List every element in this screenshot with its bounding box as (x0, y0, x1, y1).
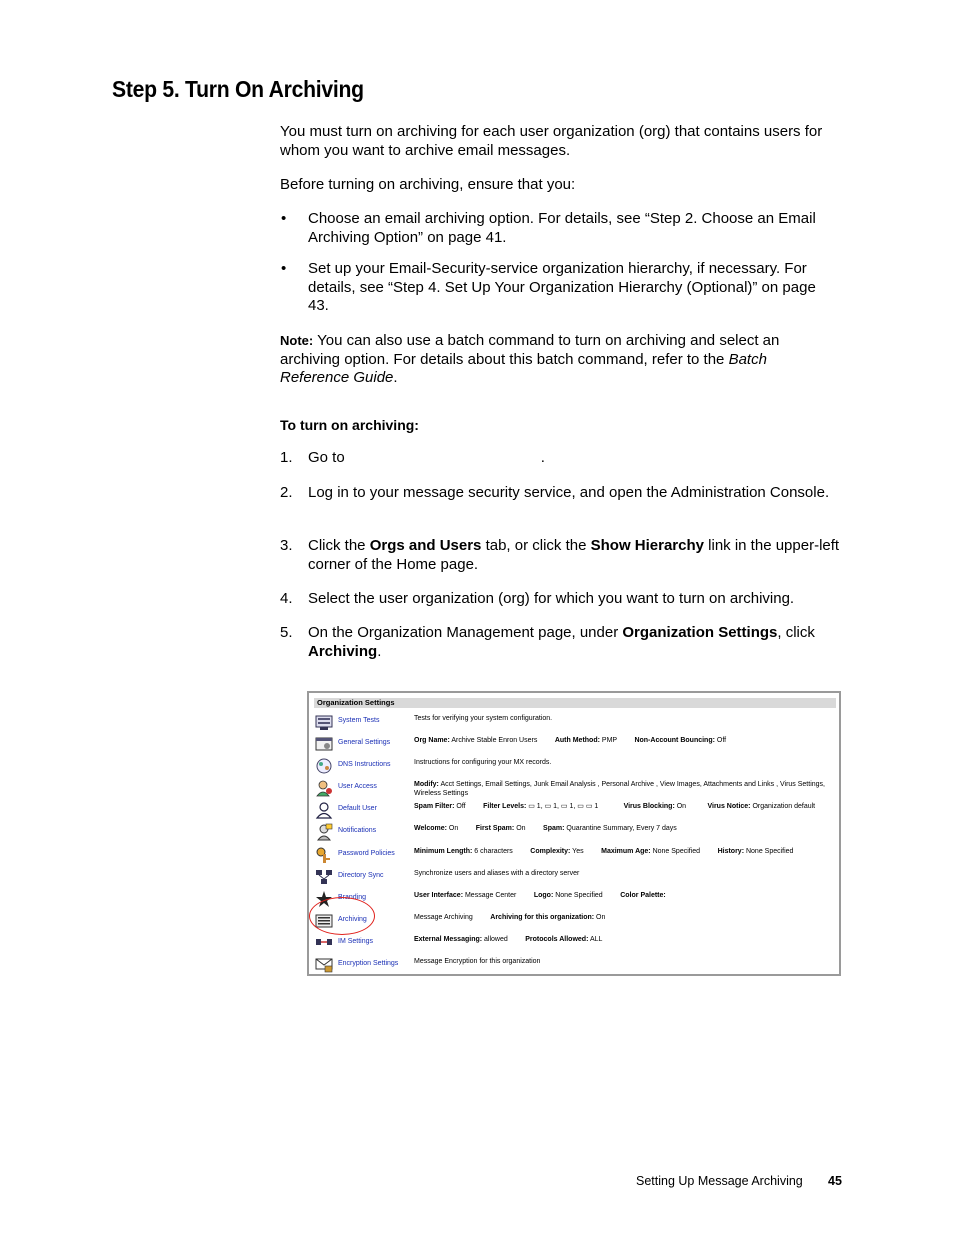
step-part: Select the user organization (org) for which you want to turn on archiving. (308, 590, 795, 607)
step-part: Archiving (308, 642, 378, 660)
encryption-settings-icon (315, 956, 333, 974)
footer-section: Setting Up Message Archiving (636, 1174, 803, 1188)
org-settings-link-dns-instructions[interactable]: DNS Instructions (338, 761, 391, 768)
org-settings-description: Message Encryption for this organization (414, 958, 541, 965)
org-settings-description: Minimum Length: 6 characters Complexity: Yes Maximum Age: None Specified History: None Specified (414, 848, 794, 855)
org-settings-description: External Messaging: allowed Protocols Allowed: ALL (414, 936, 603, 943)
step-text-4 (308, 590, 843, 609)
system-tests-icon (315, 713, 333, 731)
org-settings-description: Modify: Acct Settings, Email Settings, Junk Email Analysis , Personal Archive , View Images, Attachments and Links , Virus Settings, Wireless Settings (414, 781, 825, 797)
step-part: Log in to your message security service, and open the Administration Console. (308, 484, 830, 501)
org-settings-description: Message Archiving Archiving for this organization: On (414, 914, 606, 921)
org-settings-row (314, 911, 836, 933)
step-number: 3. (280, 537, 293, 554)
dns-instructions-icon (315, 757, 333, 775)
user-access-icon (315, 779, 333, 797)
org-settings-link-general-settings[interactable]: General Settings (338, 739, 391, 746)
step-number: 2. (280, 484, 293, 501)
note-paragraph (280, 332, 820, 388)
im-settings-icon (315, 934, 333, 952)
org-settings-row (314, 734, 836, 756)
org-settings-link-encryption-settings[interactable]: Encryption Settings (338, 960, 399, 967)
step-part: Go to (308, 449, 345, 466)
step-part: Orgs and Users (369, 537, 482, 554)
step-part: tab, or click the (481, 537, 591, 554)
org-settings-link-user-access[interactable]: User Access (338, 783, 377, 790)
org-settings-link-im-settings[interactable]: IM Settings (338, 938, 374, 945)
note-italic: Batch Reference Guide (280, 350, 767, 387)
org-settings-header: Organization Settings (314, 698, 836, 708)
org-settings-row (314, 712, 836, 734)
org-settings-row (314, 955, 836, 977)
org-settings-link-system-tests[interactable]: System Tests (338, 717, 380, 724)
step-part: Click the (308, 537, 370, 554)
step-part: link in the upper-left corner of the Home page. (308, 537, 840, 573)
org-settings-description: Spam Filter: Off Filter Levels: ▭ 1, ▭ 1, ▭ 1, ▭ ▭ 1 Virus Blocking: On Virus Notice: Organization default (414, 803, 816, 810)
intro-paragraph: You must turn on archiving for each user organization (org) that contains users for whom you want to archive email messages. (280, 123, 823, 159)
org-settings-description: Instructions for configuring your MX records. (414, 759, 552, 766)
directory-sync-icon (315, 868, 333, 886)
step-text-5 (308, 624, 843, 661)
bullet-item-2: Set up your Email-Security-service organization hierarchy, if necessary. For details, see “Step 4. Set Up Your Organization Hierarchy (Optional)” on page 43. (308, 260, 816, 315)
org-settings-description: Synchronize users and aliases with a directory server (414, 870, 580, 877)
org-settings-description: Tests for verifying your system configuration. (414, 715, 553, 722)
organization-settings-screenshot (307, 691, 841, 976)
step-text-2 (308, 484, 843, 503)
org-settings-link-notifications[interactable]: Notifications (338, 827, 377, 834)
note-text: You can also use a batch command to turn on archiving and select an archiving option. For details about this batch command, refer to the (280, 332, 780, 368)
note-end: . (393, 369, 398, 387)
before-paragraph: Before turning on archiving, ensure that you: (280, 176, 576, 193)
step-number: 4. (280, 590, 293, 607)
step-part: , click (777, 624, 815, 641)
bullet-mark: • (281, 210, 287, 227)
step-part: Organization Settings (622, 624, 778, 641)
step-part: Show Hierarchy (590, 537, 704, 554)
org-settings-description: Welcome: On First Spam: On Spam: Quarantine Summary, Every 7 days (414, 825, 677, 832)
org-settings-row (314, 800, 836, 822)
org-settings-row (314, 867, 836, 889)
notifications-icon (315, 823, 333, 841)
org-settings-link-archiving[interactable]: Archiving (338, 916, 367, 923)
org-settings-row (314, 778, 836, 800)
org-settings-link-branding[interactable]: Branding (338, 894, 367, 901)
footer-page-number: 45 (828, 1174, 842, 1188)
org-settings-description: User Interface: Message Center Logo: None Specified Color Palette: (414, 892, 666, 899)
default-user-icon (315, 801, 333, 819)
org-settings-row (314, 933, 836, 955)
org-settings-description: Org Name: Archive Stable Enron Users Auth Method: PMP Non-Account Bouncing: Off (414, 737, 727, 744)
password-policies-icon (315, 846, 333, 864)
step-number: 5. (280, 624, 293, 641)
step-part: . (377, 642, 382, 660)
step-text-1 (308, 449, 843, 468)
archiving-highlight-circle (309, 897, 375, 935)
org-settings-link-directory-sync[interactable]: Directory Sync (338, 872, 384, 879)
page-heading: Step 5. Turn On Archiving (112, 76, 364, 102)
procedure-title: To turn on archiving: (280, 417, 419, 433)
note-label: Note: (280, 333, 314, 348)
step-part: . (540, 449, 545, 466)
org-settings-row (314, 822, 836, 844)
step-part: On the Organization Management page, under (308, 624, 623, 641)
org-settings-link-default-user[interactable]: Default User (338, 805, 377, 812)
org-settings-row (314, 889, 836, 911)
general-settings-icon (315, 735, 333, 753)
step-text-3 (308, 537, 843, 574)
bullet-mark: • (281, 260, 287, 277)
org-settings-row (314, 756, 836, 778)
step-number: 1. (280, 449, 293, 466)
bullet-item-1: Choose an email archiving option. For details, see “Step 2. Choose an Email Archiving Option” on page 41. (308, 210, 816, 246)
org-settings-row (314, 845, 836, 867)
org-settings-link-password-policies[interactable]: Password Policies (338, 850, 395, 857)
